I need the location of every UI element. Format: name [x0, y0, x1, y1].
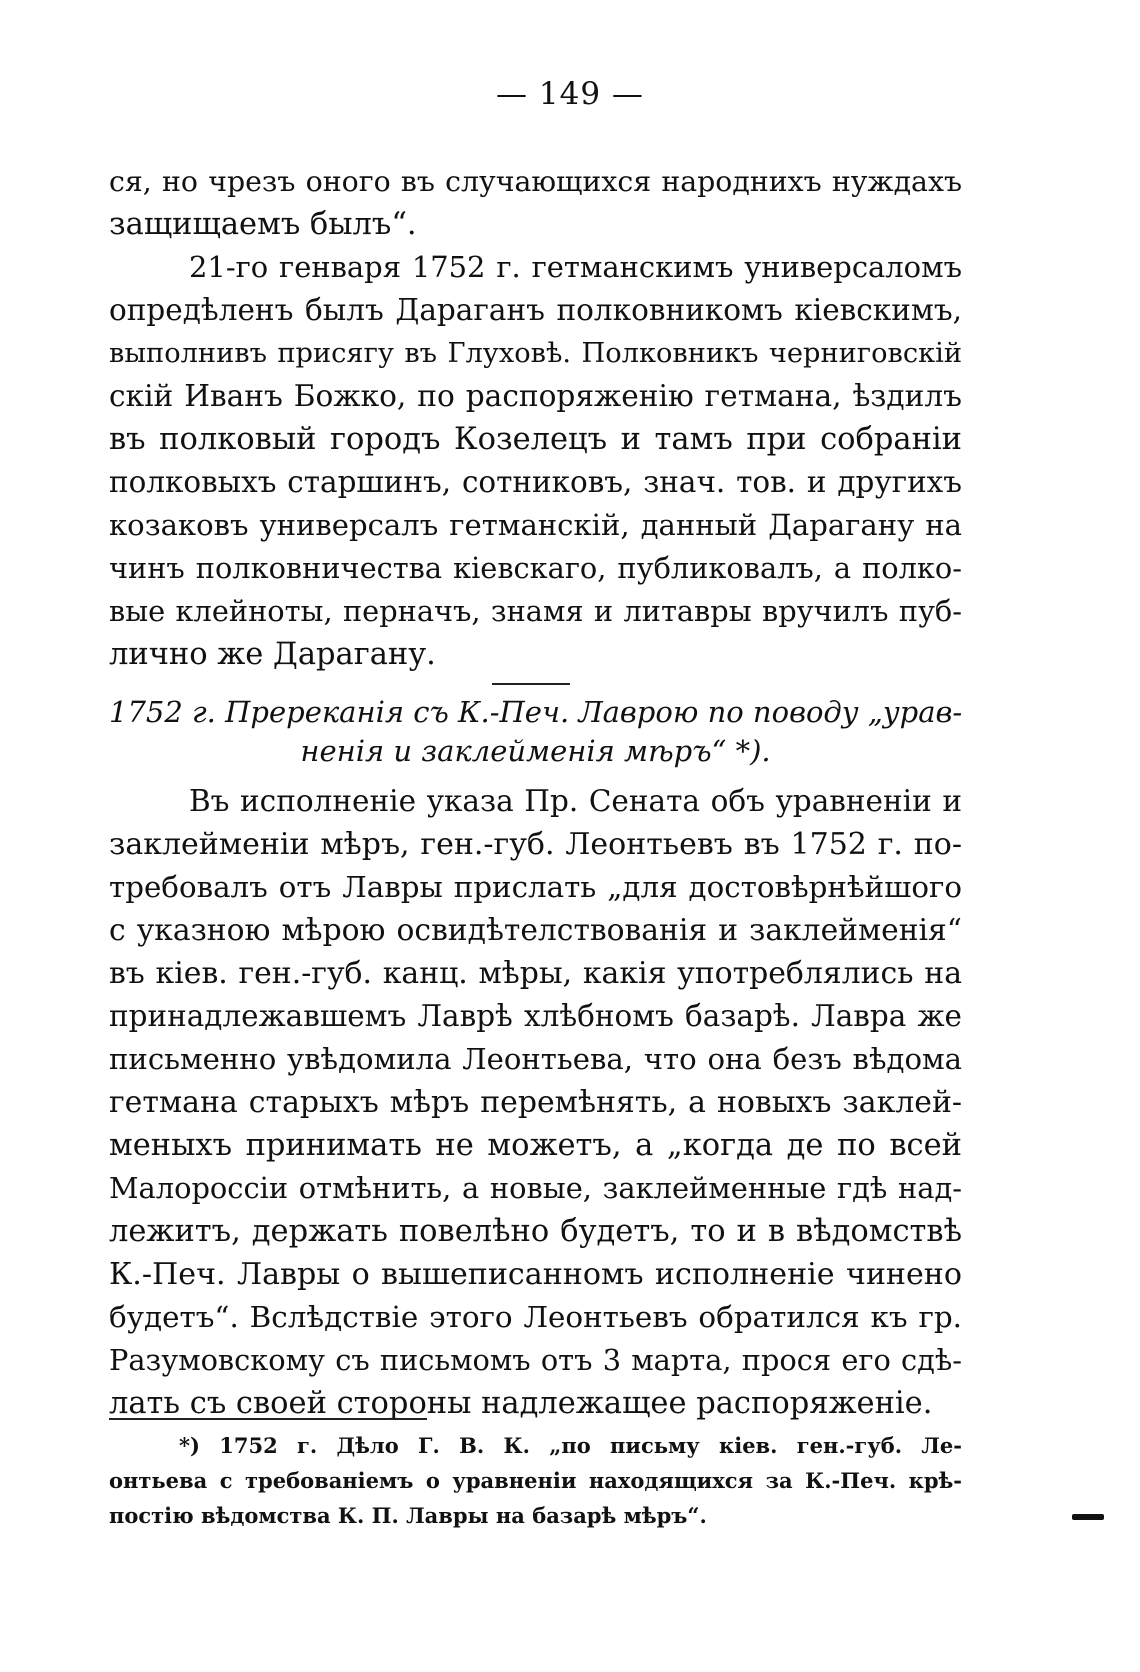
text-line: защищаемъ былъ“. [109, 207, 417, 242]
text-line: чинъ полковничества кіевскаго, публиковалъ, а полко- [109, 551, 962, 585]
text-line: принадлежавшемъ Лаврѣ хлѣбномъ базарѣ. Лавра же [109, 999, 962, 1033]
text-line: заклейменіи мѣръ, ген.-губ. Леонтьевъ въ 1752 г. по- [109, 827, 962, 862]
heading-line: ненія и заклейменія мѣръ“ *). [300, 734, 771, 768]
footnote-rule [109, 1418, 427, 1420]
text-line: Малороссіи отмѣнить, а новые, заклейменные гдѣ над- [109, 1171, 962, 1205]
text-line: К.-Печ. Лавры о вышеписанномъ исполненіе чинено [109, 1257, 962, 1292]
paragraph-3 [109, 780, 962, 1425]
footnote-line: онтьева с требованіемъ о уравненіи находящихся за К.-Печ. крѣ- [109, 1468, 962, 1493]
text-line: письменно увѣдомила Леонтьева, что она безъ вѣдома [109, 1042, 962, 1076]
heading-line: 1752 г. Пререканія съ К.-Печ. Лаврою по поводу „урав- [109, 695, 963, 729]
text-line: выполнивъ присягу въ Глуховѣ. Полковникъ черниговскій [109, 338, 962, 369]
text-line: с указною мѣрою освидѣтелствованія и заклейменія“ [109, 913, 962, 948]
text-line: Разумовскому съ письмомъ отъ 3 марта, прося его сдѣ- [109, 1343, 962, 1377]
text-line: 21-го генваря 1752 г. гетманскимъ универсаломъ [189, 250, 962, 284]
text-line: въ кіев. ген.-губ. канц. мѣры, какія употреблялись на [109, 956, 962, 991]
text-line: опредѣленъ былъ Дараганъ полковникомъ кіевскимъ, [109, 293, 962, 327]
text-line: лать съ своей стороны надлежащее распоряженіе. [109, 1386, 933, 1421]
page-number: — 149 — [496, 76, 644, 112]
text-line: Въ исполненіе указа Пр. Сената объ уравненіи и [189, 784, 962, 818]
scan-edge-mark [1072, 1514, 1104, 1520]
footnote [109, 1428, 962, 1533]
text-line: будетъ“. Вслѣдствіе этого Леонтьевъ обратился къ гр. [109, 1300, 962, 1334]
text-line: полковыхъ старшинъ, сотниковъ, знач. тов. и другихъ [109, 465, 962, 499]
text-line: въ полковый городъ Козелецъ и тамъ при собраніи [109, 422, 962, 457]
text-line: лежитъ, держать повелѣно будетъ, то и в вѣдомствѣ [109, 1214, 962, 1249]
text-line: меныхъ принимать не можетъ, а „когда де по всей [109, 1128, 962, 1163]
text-line: скій Иванъ Божко, по распоряженію гетмана, ѣздилъ [109, 379, 962, 413]
footnote-line: *) 1752 г. Дѣло Г. В. К. „по письму кіев. ген.-губ. Ле- [179, 1433, 962, 1458]
footnote-line: постію вѣдомства К. П. Лавры на базарѣ мѣръ“. [109, 1503, 707, 1528]
text-line: лично же Дарагану. [109, 637, 436, 672]
text-line: требовалъ отъ Лавры прислать „для достовѣрнѣйшого [109, 870, 962, 904]
paragraph-1 [109, 160, 962, 246]
section-divider [492, 683, 570, 685]
text-line: вые клейноты, перначъ, знамя и литавры вручилъ пуб- [109, 594, 962, 628]
section-heading [109, 693, 962, 771]
text-line: ся, но чрезъ оного въ случающихся народнихъ нуждахъ [109, 165, 962, 198]
text-line: гетмана старыхъ мѣръ перемѣнять, а новыхъ заклей- [109, 1085, 962, 1120]
text-line: козаковъ универсалъ гетманскій, данный Дарагану на [109, 508, 962, 542]
paragraph-2 [109, 246, 962, 676]
